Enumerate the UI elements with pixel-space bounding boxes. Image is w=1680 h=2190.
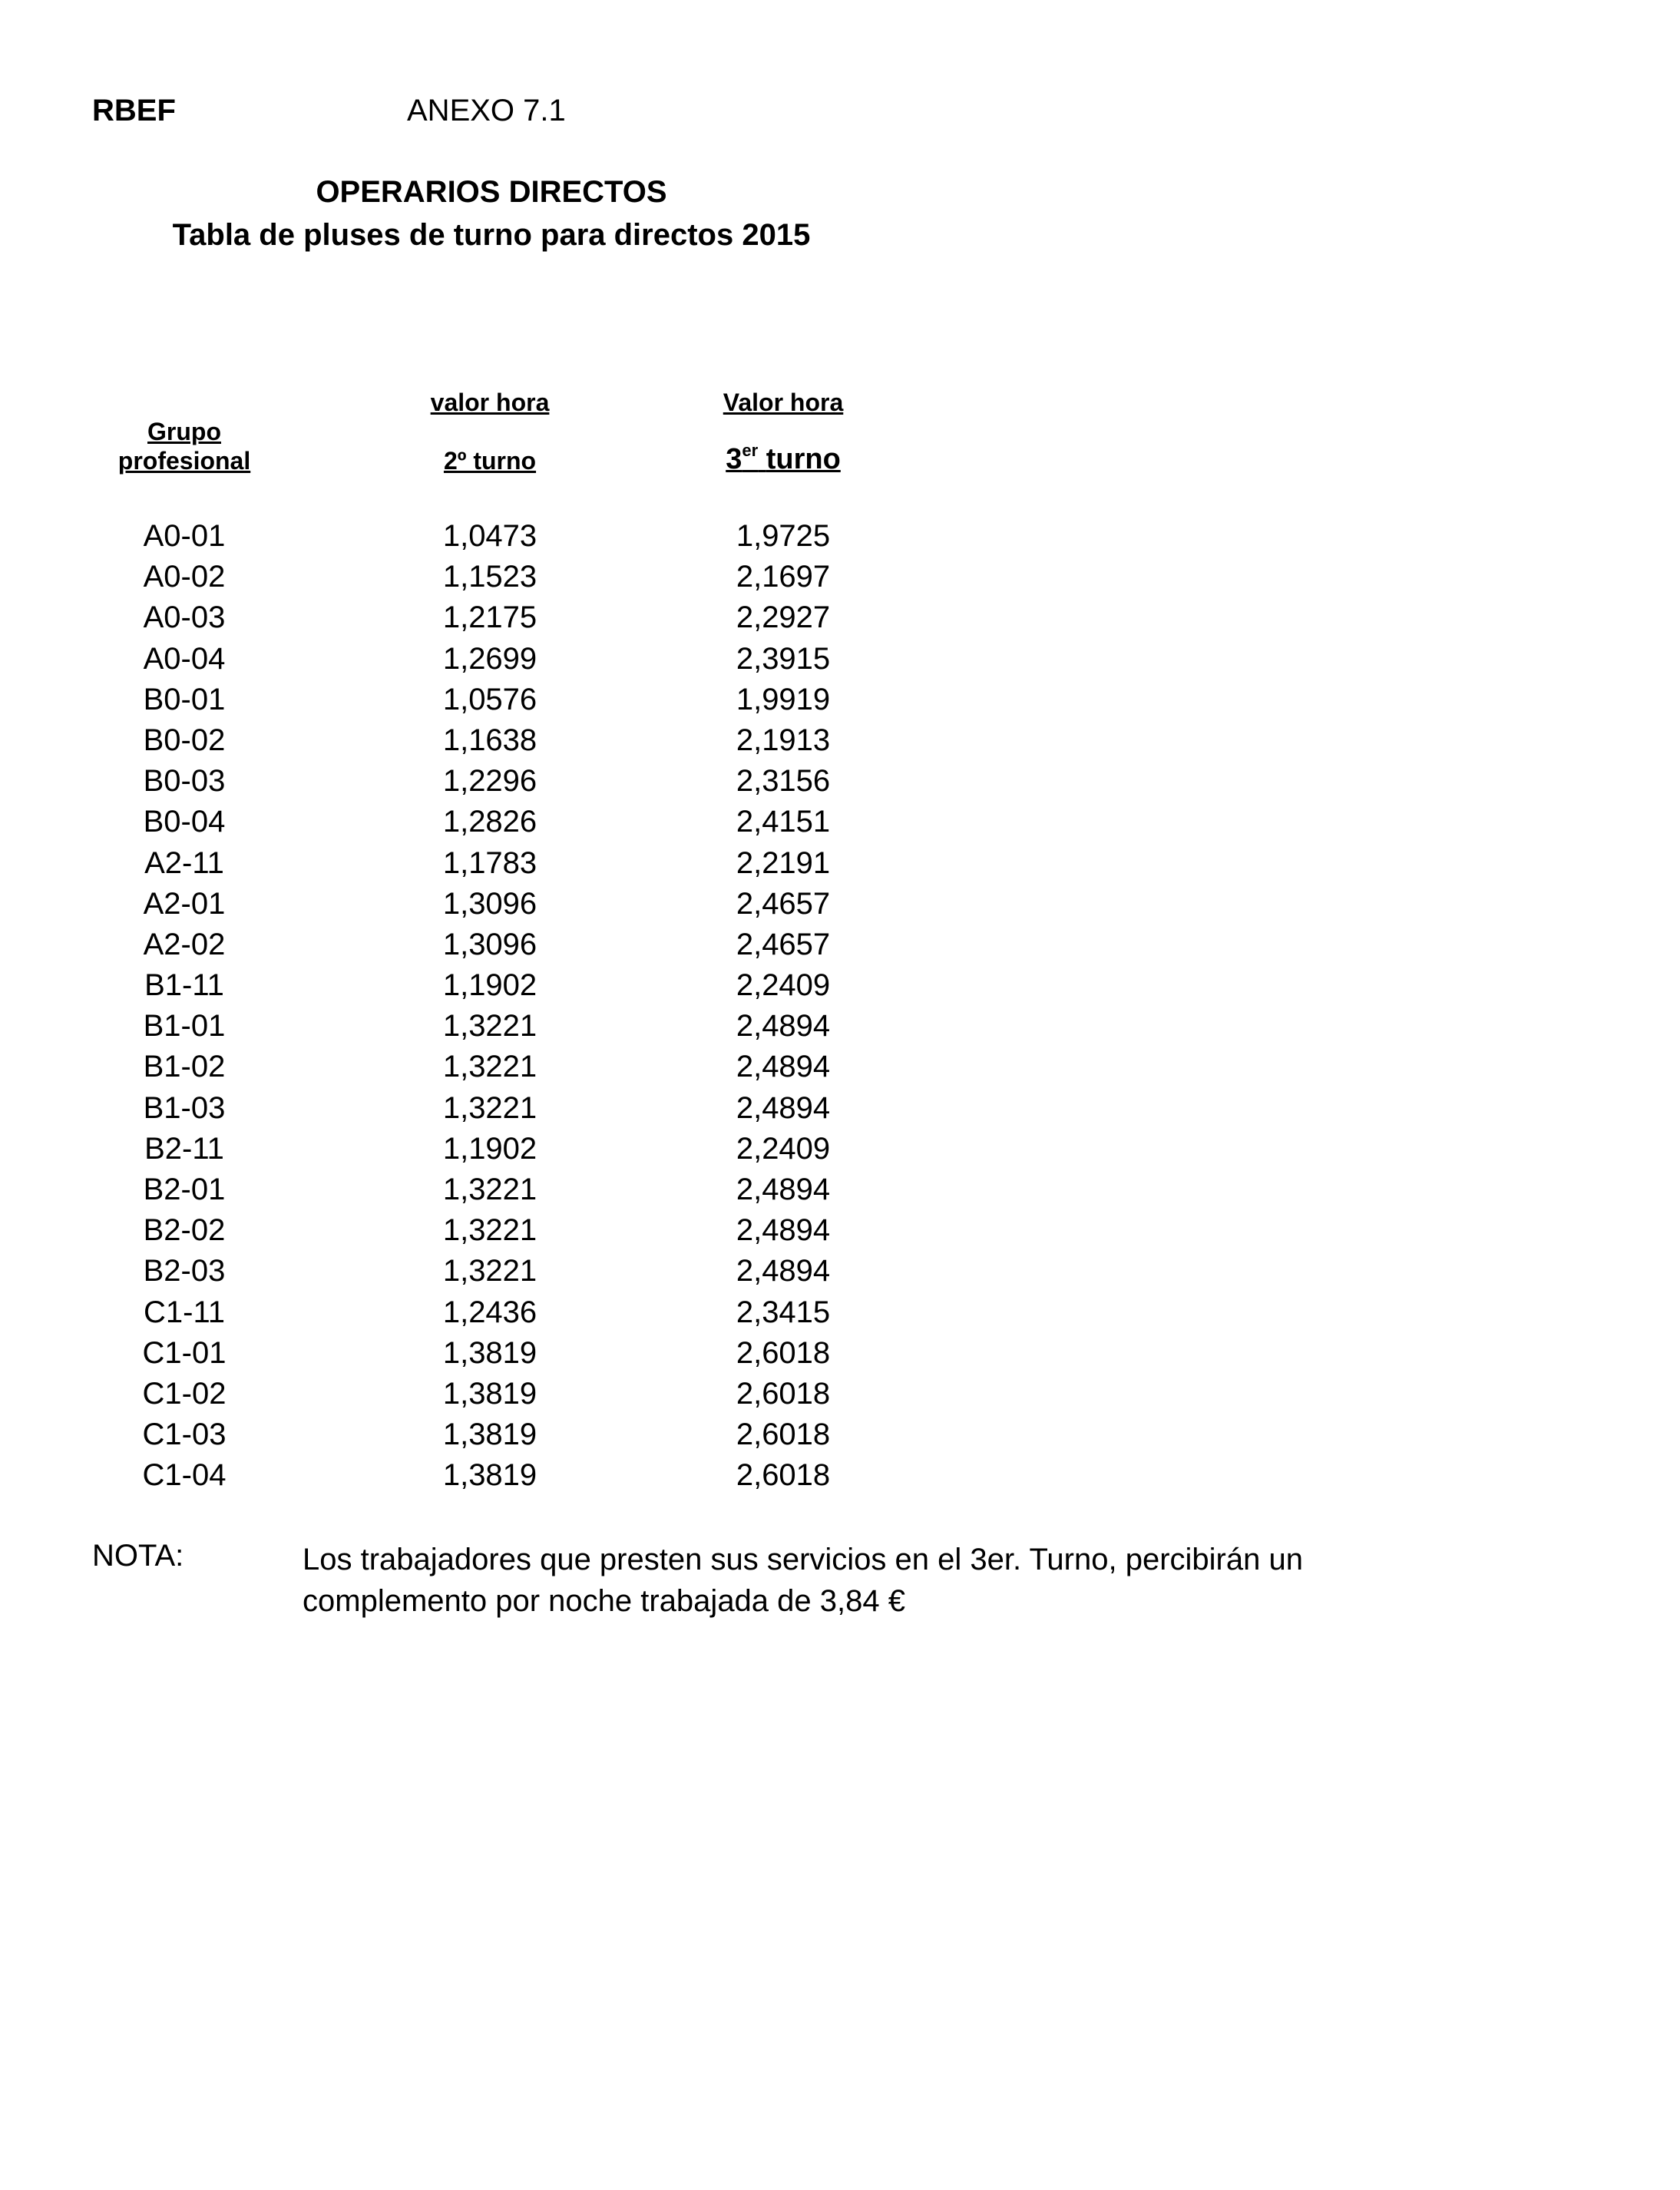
group-cell: B0-04 [143,805,226,839]
second-shift-cell: 1,1638 [442,723,537,757]
group-cell: A0-03 [143,600,226,635]
table-row [0,519,921,560]
third-shift-cell: 2,2409 [736,968,831,1003]
table-row [0,887,921,928]
third-shift-cell: 1,9725 [736,519,831,553]
group-cell: A0-01 [143,519,226,553]
table-row [0,1418,921,1458]
second-shift-cell: 1,2296 [442,764,537,799]
second-shift-cell: 1,2826 [442,805,537,839]
third-shift-cell: 2,4894 [736,1009,831,1044]
group-cell: B2-01 [143,1173,226,1206]
third-shift-cell: 2,4151 [736,805,831,839]
table-row [0,1091,921,1132]
third-shift-cell: 2,6018 [736,1418,831,1452]
group-cell: B1-01 [143,1009,226,1044]
second-shift-cell: 1,3819 [442,1335,537,1370]
document-title: OPERARIOS DIRECTOS [316,175,667,209]
second-shift-cell: 1,1902 [442,968,537,1003]
third-shift-cell: 2,4657 [736,886,831,921]
table-row [0,560,921,600]
table-row [0,1213,921,1254]
annex-label: ANEXO 7.1 [407,94,566,127]
group-cell: B2-11 [144,1131,224,1166]
third-shift-cell: 2,3915 [736,641,831,676]
group-cell: C1-04 [142,1458,227,1493]
header-col2-bottom: 2º turno [443,447,537,475]
second-shift-cell: 1,2175 [442,600,537,635]
group-cell: A0-04 [143,641,226,676]
group-cell: B0-01 [143,682,226,716]
header-group-top: Grupo [147,418,221,445]
third-shift-cell: 2,4894 [736,1213,831,1248]
header-col3-top: Valor hora [723,389,844,416]
table-row [0,1050,921,1090]
third-shift-cell: 2,6018 [736,1376,831,1411]
group-cell: A0-02 [143,560,226,594]
table-row [0,968,921,1009]
group-cell: C1-01 [142,1335,227,1370]
third-shift-cell: 2,6018 [736,1458,831,1493]
second-shift-cell: 1,2699 [442,641,537,676]
table-row [0,928,921,968]
second-shift-cell: 1,3221 [442,1090,537,1125]
third-shift-cell: 2,3156 [736,764,831,799]
second-shift-cell: 1,1902 [442,1131,537,1166]
second-shift-cell: 1,3096 [442,927,537,961]
document-subtitle: Tabla de pluses de turno para directos 2015 [172,218,811,252]
header-col3-word: turno [766,443,841,475]
table-row [0,846,921,887]
third-shift-cell: 2,4894 [736,1173,831,1206]
third-shift-cell: 1,9919 [736,682,831,716]
second-shift-cell: 1,3221 [442,1213,537,1248]
table-row [0,764,921,805]
second-shift-cell: 1,0473 [442,519,537,553]
group-cell: B0-02 [143,723,226,757]
note-label: NOTA: [92,1539,184,1573]
header-col3-number: 3 [726,443,742,475]
table-row [0,1173,921,1213]
group-cell: A2-02 [143,927,226,961]
header-col3-bottom [706,441,860,476]
table-row [0,1009,921,1050]
second-shift-cell: 1,3096 [442,886,537,921]
note-text: Los trabajadores que presten sus servicios en el 3er. Turno, percibirán un complemento por noche trabajada de 3,84 € [303,1543,1303,1618]
group-cell: B2-02 [143,1213,226,1248]
table-row [0,1377,921,1418]
third-shift-cell: 2,4657 [736,927,831,961]
table-row [0,805,921,845]
group-cell: C1-03 [142,1418,227,1452]
third-shift-cell: 2,1913 [736,723,831,757]
table-row [0,600,921,641]
table-row [0,1295,921,1336]
third-shift-cell: 2,2409 [736,1131,831,1166]
table-row [0,683,921,723]
group-cell: B1-03 [143,1090,226,1125]
group-cell: C1-02 [142,1376,227,1411]
second-shift-cell: 1,3221 [442,1254,537,1289]
group-cell: B2-03 [143,1254,226,1289]
third-shift-cell: 2,4894 [736,1090,831,1125]
header-col2-top: valor hora [430,389,550,416]
third-shift-cell: 2,4894 [736,1254,831,1289]
group-cell: A2-01 [143,886,226,921]
group-cell: B1-11 [144,968,224,1003]
second-shift-cell: 1,1523 [442,560,537,594]
header-col3-superscript: er [742,441,759,460]
group-cell: A2-11 [144,845,224,880]
group-cell: B1-02 [143,1050,226,1084]
third-shift-cell: 2,2191 [736,845,831,880]
second-shift-cell: 1,3819 [442,1458,537,1493]
table-row [0,642,921,683]
third-shift-cell: 2,3415 [736,1295,831,1329]
second-shift-cell: 1,0576 [442,682,537,716]
second-shift-cell: 1,2436 [442,1295,537,1329]
group-cell: C1-11 [144,1295,225,1329]
third-shift-cell: 2,1697 [736,560,831,594]
document-code: RBEF [92,94,176,127]
header-group-bottom: profesional [117,447,251,475]
table-row [0,723,921,764]
third-shift-cell: 2,4894 [736,1050,831,1084]
second-shift-cell: 1,3819 [442,1418,537,1452]
second-shift-cell: 1,3221 [442,1050,537,1084]
second-shift-cell: 1,1783 [442,845,537,880]
third-shift-cell: 2,2927 [736,600,831,635]
shift-bonus-table [0,519,921,1500]
second-shift-cell: 1,3221 [442,1173,537,1206]
table-row [0,1458,921,1499]
third-shift-cell: 2,6018 [736,1335,831,1370]
group-cell: B0-03 [143,764,226,799]
table-row [0,1254,921,1295]
second-shift-cell: 1,3819 [442,1376,537,1411]
table-row [0,1336,921,1377]
second-shift-cell: 1,3221 [442,1009,537,1044]
table-row [0,1132,921,1173]
